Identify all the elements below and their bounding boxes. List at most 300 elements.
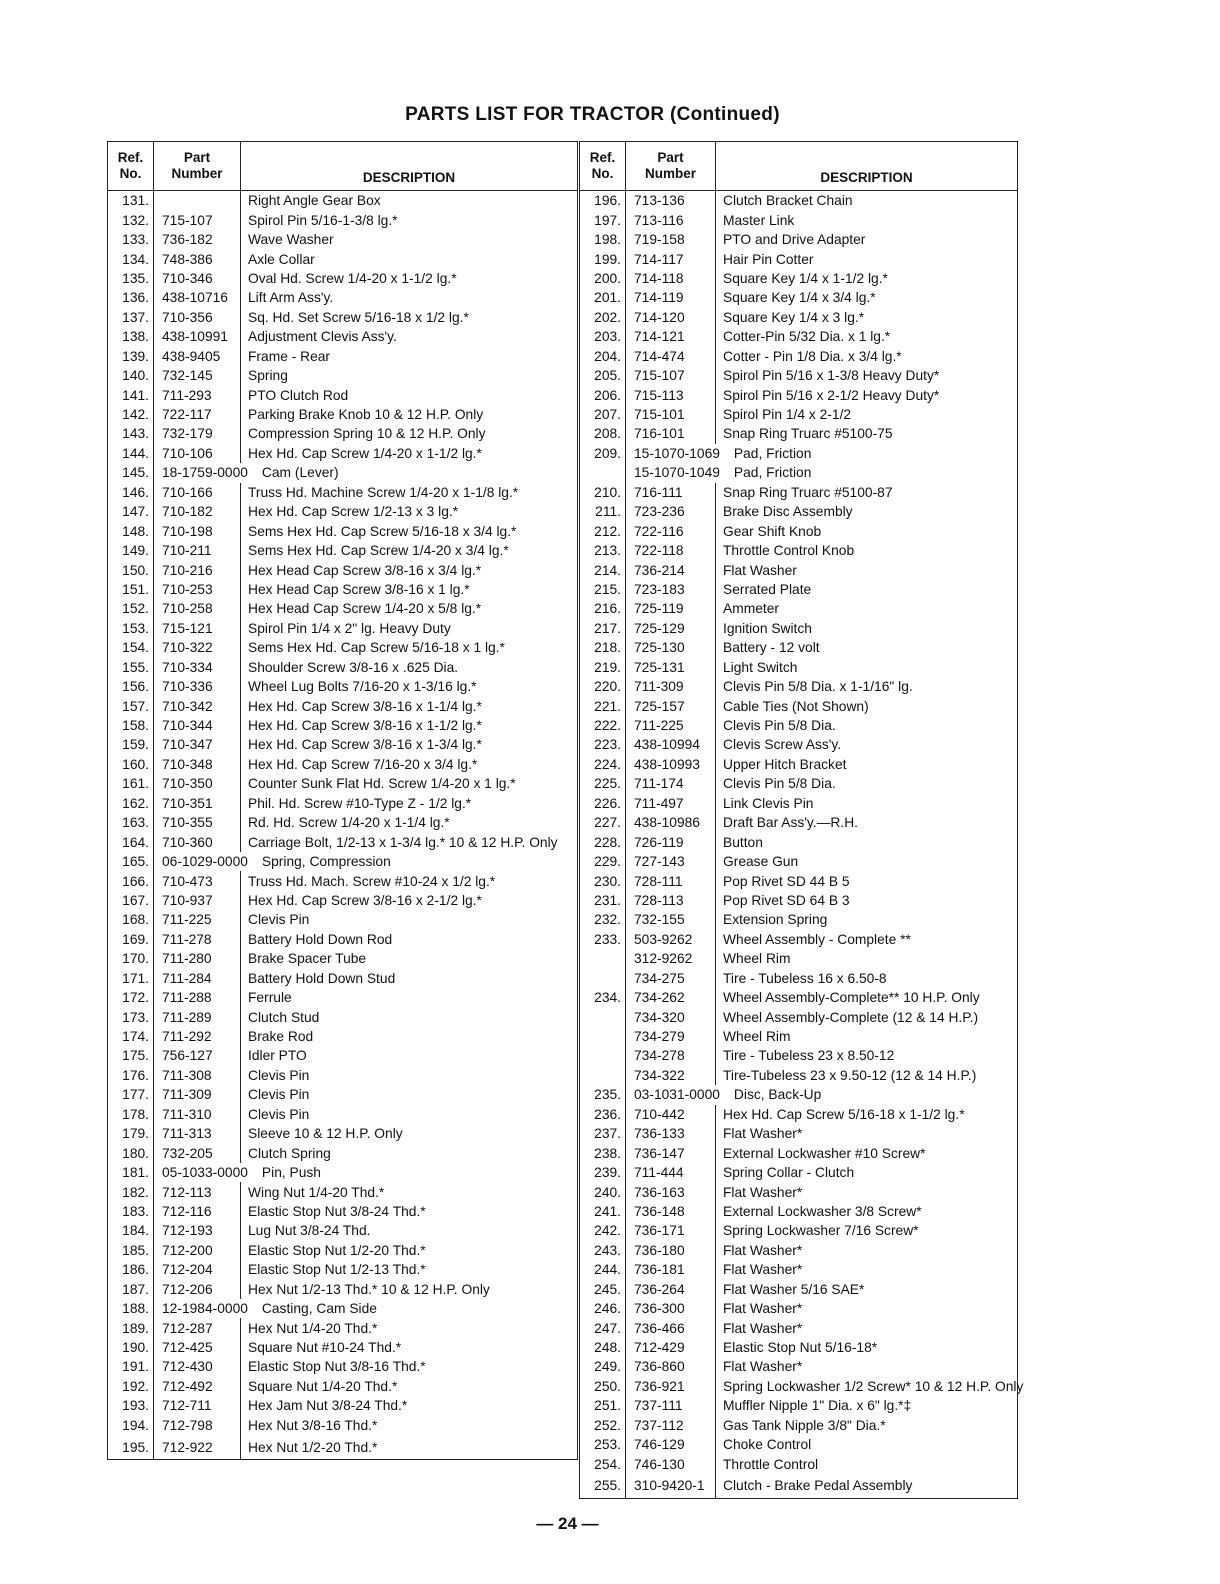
ref-number: 217. [580,619,626,638]
parts-row [108,910,578,929]
part-description: Flat Washer* [723,1301,803,1317]
parts-row [580,230,1018,249]
part-and-description [154,852,578,871]
parts-table-right [579,141,1024,1499]
ref-number: 180. [108,1143,154,1162]
parts-row [580,696,1018,715]
part-description: Clevis Screw Ass'y. [723,737,842,753]
part-number: 06-1029-0000 [162,854,248,870]
ref-number: 146. [108,483,154,502]
part-number: 732-179 [154,424,241,443]
parts-row [580,930,1018,949]
part-and-description [626,463,1018,482]
parts-row [108,1280,578,1299]
parts-row [108,308,578,327]
part-number: 736-180 [626,1241,716,1260]
part-number: 711-225 [626,716,716,735]
ref-number: 193. [108,1396,154,1415]
part-number: 723-236 [626,502,716,521]
ref-number: 235. [580,1085,626,1104]
parts-row [108,1046,578,1065]
ref-number: 164. [108,832,154,851]
ref-number: 196. [580,191,626,211]
part-description: Hair Pin Cotter [723,251,814,267]
parts-row [580,327,1018,346]
ref-number: 189. [108,1318,154,1337]
ref-number: 137. [108,308,154,327]
parts-row [108,1085,578,1104]
parts-row [108,599,578,618]
ref-number: 225. [580,774,626,793]
part-number: 748-386 [154,249,241,268]
part-description: Flat Washer* [723,1359,803,1375]
part-and-description [626,444,1018,463]
table-header-row [580,142,1018,191]
part-number: 712-492 [154,1377,241,1396]
ref-number: 252. [580,1416,626,1435]
part-number: 710-106 [154,444,241,463]
parts-row [108,755,578,774]
parts-row [108,1377,578,1396]
parts-row [108,794,578,813]
parts-row [108,1105,578,1124]
part-number-header: Part Number [626,142,716,191]
part-description: Elastic Stop Nut 1/2-20 Thd.* [248,1242,426,1258]
ref-number: 140. [108,366,154,385]
part-description: Grease Gun [723,854,799,870]
part-number: 712-204 [154,1260,241,1279]
part-description: Elastic Stop Nut 3/8-24 Thd.* [248,1203,426,1219]
ref-number: 157. [108,696,154,715]
part-number: 726-119 [626,832,716,851]
part-number: 714-121 [626,327,716,346]
part-and-description [626,1085,1018,1104]
ref-number: 182. [108,1182,154,1201]
ref-number: 251. [580,1396,626,1415]
ref-number: 138. [108,327,154,346]
ref-number: 144. [108,444,154,463]
parts-row [108,1202,578,1221]
part-description: Clevis Pin [248,1087,310,1103]
page-title: PARTS LIST FOR TRACTOR (Continued) [405,104,780,125]
parts-row [580,269,1018,288]
part-number: 711-497 [626,794,716,813]
part-number: 712-206 [154,1280,241,1299]
parts-row [580,347,1018,366]
part-number: 712-711 [154,1396,241,1415]
parts-row [108,871,578,890]
part-number: 710-334 [154,658,241,677]
part-number: 736-171 [626,1221,716,1240]
part-description: Clutch Bracket Chain [723,193,853,209]
part-description: Carriage Bolt, 1/2-13 x 1-3/4 lg.* 10 & 12 H.P. Only [248,834,558,850]
part-number: 18-1759-0000 [162,465,248,481]
part-description: Sems Hex Hd. Cap Screw 1/4-20 x 3/4 lg.* [248,543,509,559]
part-number: 713-116 [626,210,716,229]
part-description: Counter Sunk Flat Hd. Screw 1/4-20 x 1 lg.* [248,776,516,792]
part-description: Flat Washer* [723,1242,803,1258]
parts-row [580,191,1018,211]
ref-number: 194. [108,1416,154,1435]
part-number: 736-182 [154,230,241,249]
parts-row [108,1260,578,1279]
part-number: 711-293 [154,385,241,404]
part-number: 715-107 [626,366,716,385]
part-number: 722-118 [626,541,716,560]
part-number: 736-264 [626,1280,716,1299]
ref-number: 145. [108,463,154,482]
ref-number: 150. [108,560,154,579]
part-description: Cotter - Pin 1/8 Dia. x 3/4 lg.* [723,348,902,364]
part-number: 734-278 [626,1046,716,1065]
parts-row [580,910,1018,929]
part-number: 722-117 [154,405,241,424]
ref-number: 231. [580,891,626,910]
parts-row [580,891,1018,910]
parts-row [108,619,578,638]
parts-row [580,832,1018,851]
ref-number: 253. [580,1435,626,1454]
parts-row [580,580,1018,599]
part-description: Hex Hd. Cap Screw 3/8-16 x 1-1/4 lg.* [248,698,482,714]
part-description: Hex Hd. Cap Screw 7/16-20 x 3/4 lg.* [248,756,478,772]
part-number: 710-348 [154,755,241,774]
parts-row [108,288,578,307]
part-description: Tire - Tubeless 23 x 8.50-12 [723,1048,895,1064]
ref-number: 206. [580,385,626,404]
part-number: 712-116 [154,1202,241,1221]
part-number: 728-111 [626,871,716,890]
part-number: 712-287 [154,1318,241,1337]
ref-number [580,1046,626,1065]
part-description: Flat Washer* [723,1320,803,1336]
ref-number: 200. [580,269,626,288]
parts-row [580,735,1018,754]
part-number: 710-344 [154,716,241,735]
part-number: 711-292 [154,1027,241,1046]
ref-number: 198. [580,230,626,249]
part-description: Spring Lockwasher 1/2 Screw* 10 & 12 H.P. Only [723,1378,1024,1394]
part-description: Button [723,834,763,850]
part-description: Draft Bar Ass'y.—R.H. [723,815,859,831]
part-description: Hex Head Cap Screw 3/8-16 x 1 lg.* [248,581,470,597]
part-number: 719-158 [626,230,716,249]
parts-row [108,891,578,910]
parts-row [108,852,578,871]
ref-number: 135. [108,269,154,288]
parts-row [580,638,1018,657]
ref-number: 211. [580,502,626,521]
ref-number: 174. [108,1027,154,1046]
parts-row [108,366,578,385]
part-number: 736-300 [626,1299,716,1318]
part-number: 438-9405 [154,347,241,366]
parts-row [580,483,1018,502]
part-description: Gas Tank Nipple 3/8" Dia.* [723,1417,886,1433]
part-number: 438-10994 [626,735,716,754]
part-description: Hex Jam Nut 3/8-24 Thd.* [248,1398,408,1414]
ref-number: 219. [580,658,626,677]
part-number: 732-145 [154,366,241,385]
part-number: 712-200 [154,1241,241,1260]
ref-number: 229. [580,852,626,871]
parts-row [580,1202,1018,1221]
part-description: Compression Spring 10 & 12 H.P. Only [248,426,486,442]
part-number: 746-129 [626,1435,716,1454]
part-number: 711-313 [154,1124,241,1143]
ref-number: 201. [580,288,626,307]
parts-row [580,1474,1018,1499]
parts-row [108,385,578,404]
part-description: Hex Nut 3/8-16 Thd.* [248,1417,378,1433]
parts-row [108,1416,578,1435]
ref-number: 223. [580,735,626,754]
ref-number: 233. [580,930,626,949]
part-description: Sleeve 10 & 12 H.P. Only [248,1126,403,1142]
parts-row [580,677,1018,696]
ref-number: 181. [108,1163,154,1182]
parts-row [580,774,1018,793]
part-description: Cotter-Pin 5/32 Dia. x 1 lg.* [723,329,891,345]
part-number: 438-10993 [626,755,716,774]
parts-row [108,1396,578,1415]
part-description: Light Switch [723,659,798,675]
part-description: Phil. Hd. Screw #10-Type Z - 1/2 lg.* [248,795,472,811]
part-description: Clevis Pin [248,1067,310,1083]
part-description: Spirol Pin 5/16 x 1-3/8 Heavy Duty* [723,368,940,384]
part-description: Link Clevis Pin [723,795,814,811]
part-description: Snap Ring Truarc #5100-75 [723,426,893,442]
part-description: Spring Lockwasher 7/16 Screw* [723,1223,919,1239]
ref-number: 184. [108,1221,154,1240]
ref-number: 143. [108,424,154,443]
part-description: Throttle Control Knob [723,543,855,559]
part-description: Hex Nut 1/2-13 Thd.* 10 & 12 H.P. Only [248,1281,490,1297]
part-number: 715-121 [154,619,241,638]
parts-row [108,1007,578,1026]
part-number: 714-120 [626,308,716,327]
ref-number: 183. [108,1202,154,1221]
parts-row [108,463,578,482]
parts-row [108,230,578,249]
part-description: Hex Hd. Cap Screw 1/4-20 x 1-1/2 lg.* [248,445,482,461]
ref-number: 226. [580,794,626,813]
part-description: Muffler Nipple 1" Dia. x 6" lg.*‡ [723,1398,912,1414]
part-number: 725-157 [626,696,716,715]
part-description: Pop Rivet SD 64 B 3 [723,892,850,908]
parts-row [580,1299,1018,1318]
ref-number [580,1007,626,1026]
ref-number: 142. [108,405,154,424]
part-number: 438-10991 [154,327,241,346]
part-number: 12-1984-0000 [162,1301,248,1317]
part-number: 710-350 [154,774,241,793]
ref-number: 241. [580,1202,626,1221]
parts-row [580,969,1018,988]
parts-row [580,755,1018,774]
part-description: Tire-Tubeless 23 x 9.50-12 (12 & 14 H.P.) [723,1067,977,1083]
part-description: Sems Hex Hd. Cap Screw 5/16-18 x 3/4 lg.* [248,523,517,539]
ref-number: 213. [580,541,626,560]
part-number: 711-278 [154,930,241,949]
part-number: 736-214 [626,560,716,579]
part-number: 714-117 [626,249,716,268]
parts-row [580,463,1018,482]
part-description: Ammeter [723,601,779,617]
ref-number: 243. [580,1241,626,1260]
part-number: 736-860 [626,1357,716,1376]
parts-row [108,210,578,229]
part-description: Rd. Hd. Screw 1/4-20 x 1-1/4 lg.* [248,815,450,831]
ref-number: 237. [580,1124,626,1143]
parts-row [580,1280,1018,1299]
parts-row [580,1182,1018,1201]
part-description: Adjustment Clevis Ass'y. [248,329,397,345]
parts-row [108,502,578,521]
part-number: 732-155 [626,910,716,929]
part-description: Casting, Cam Side [261,1301,377,1317]
part-description: Spring Collar - Clutch [723,1165,855,1181]
part-description: Wave Washer [248,232,334,248]
part-number: 711-280 [154,949,241,968]
part-description: Wheel Assembly-Complete** 10 H.P. Only [723,990,980,1006]
ref-number: 148. [108,521,154,540]
part-number: 503-9262 [626,930,716,949]
part-number: 736-133 [626,1124,716,1143]
ref-number: 240. [580,1182,626,1201]
parts-row [108,327,578,346]
part-number: 736-147 [626,1143,716,1162]
parts-row [108,1163,578,1182]
part-description: Flat Washer 5/16 SAE* [723,1281,865,1297]
parts-row [580,619,1018,638]
description-header: DESCRIPTION [241,142,578,191]
part-description: Extension Spring [723,912,828,928]
part-description: Hex Hd. Cap Screw 5/16-18 x 1-1/2 lg.* [723,1106,965,1122]
ref-number: 220. [580,677,626,696]
parts-row [108,405,578,424]
ref-number: 168. [108,910,154,929]
parts-row [580,1163,1018,1182]
parts-row [108,347,578,366]
parts-row [580,716,1018,735]
part-number: 725-131 [626,658,716,677]
parts-row [108,949,578,968]
part-number: 03-1031-0000 [634,1087,720,1103]
part-number: 736-163 [626,1182,716,1201]
parts-row [580,1221,1018,1240]
ref-number: 244. [580,1260,626,1279]
parts-row [580,1066,1018,1085]
ref-number: 202. [580,308,626,327]
ref-number: 236. [580,1105,626,1124]
part-number: 712-430 [154,1357,241,1376]
ref-number: 227. [580,813,626,832]
part-number: 715-107 [154,210,241,229]
parts-row [580,424,1018,443]
ref-number: 195. [108,1435,154,1460]
part-description: Wheel Lug Bolts 7/16-20 x 1-3/16 lg.* [248,679,477,695]
part-number: 711-308 [154,1066,241,1085]
part-description: Cam (Lever) [261,465,339,481]
part-description: Clevis Pin [248,1106,310,1122]
parts-row [580,1357,1018,1376]
part-description: External Lockwasher 3/8 Screw* [723,1203,922,1219]
ref-number: 249. [580,1357,626,1376]
part-number: 712-922 [154,1435,241,1460]
part-and-description [154,463,578,482]
part-number: 734-275 [626,969,716,988]
part-description: Spirol Pin 5/16 x 2-1/2 Heavy Duty* [723,387,940,403]
part-description: Frame - Rear [248,348,331,364]
ref-number: 209. [580,444,626,463]
parts-row [580,1377,1018,1396]
ref-number: 151. [108,580,154,599]
part-description: Hex Head Cap Screw 3/8-16 x 3/4 lg.* [248,562,482,578]
parts-row [108,1027,578,1046]
part-description: Square Key 1/4 x 1-1/2 lg.* [723,270,888,286]
ref-number: 172. [108,988,154,1007]
part-number: 715-113 [626,385,716,404]
part-description: Elastic Stop Nut 5/16-18* [723,1340,878,1356]
parts-row [108,658,578,677]
parts-row [580,288,1018,307]
part-number: 712-113 [154,1182,241,1201]
part-description: Hex Nut 1/2-20 Thd.* [248,1439,378,1455]
ref-number: 173. [108,1007,154,1026]
ref-number: 156. [108,677,154,696]
part-number: 716-101 [626,424,716,443]
part-description: Ferrule [248,990,292,1006]
ref-no-header: Ref. No. [580,142,626,191]
part-description: Flat Washer* [723,1184,803,1200]
ref-number: 169. [108,930,154,949]
parts-row [580,1338,1018,1357]
part-description: Clutch Spring [248,1145,331,1161]
ref-number: 215. [580,580,626,599]
part-number: 725-130 [626,638,716,657]
ref-number [580,969,626,988]
part-description: Spring [248,368,288,384]
part-number: 710-342 [154,696,241,715]
parts-row [108,1299,578,1318]
parts-row [580,521,1018,540]
part-description: Clevis Pin 5/8 Dia. [723,776,836,792]
part-number: 710-356 [154,308,241,327]
ref-number: 175. [108,1046,154,1065]
part-number: 710-258 [154,599,241,618]
parts-row [108,424,578,443]
parts-row [580,385,1018,404]
part-description: Battery - 12 volt [723,640,820,656]
part-number: 712-798 [154,1416,241,1435]
part-number: 746-130 [626,1454,716,1473]
parts-row [108,735,578,754]
part-description: Flat Washer [723,562,797,578]
part-description: Clutch - Brake Pedal Assembly [723,1478,913,1494]
part-description: Cable Ties (Not Shown) [723,698,869,714]
ref-number: 147. [108,502,154,521]
description-header: DESCRIPTION [716,142,1018,191]
part-number: 711-309 [154,1085,241,1104]
parts-row [580,1046,1018,1065]
parts-row [108,541,578,560]
part-number: 714-474 [626,347,716,366]
parts-row [108,269,578,288]
part-number: 728-113 [626,891,716,910]
part-description: Flat Washer* [723,1126,803,1142]
part-number: 710-336 [154,677,241,696]
